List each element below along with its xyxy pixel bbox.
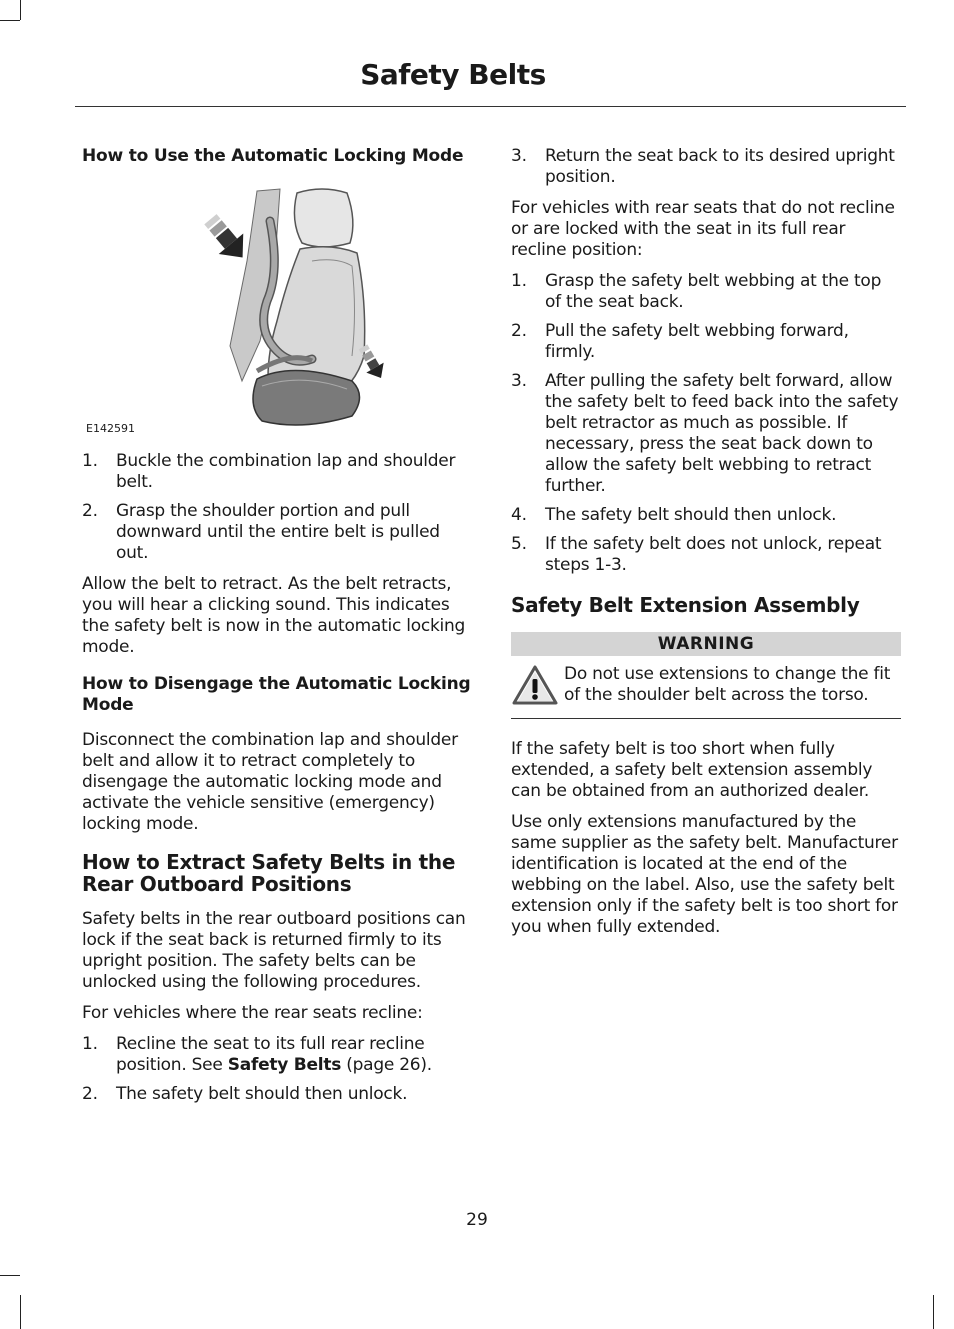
- heading-disengage: How to Disengage the Automatic Locking Mode: [82, 674, 471, 715]
- seat-belt-figure: [82, 181, 472, 441]
- heading-extract-rear: How to Extract Safety Belts in the Rear Outboard Positions: [82, 850, 456, 896]
- paragraph-extensions-only: Use only extensions manufactured by the same supplier as the safety belt. Manufacturer identification is located at the end of the webbing on the label. Also, use the safety belt extension only if the safety belt is too short for you when fully extended.: [511, 812, 898, 937]
- right-column: [511, 146, 901, 948]
- crop-mark: [0, 20, 20, 21]
- list-item: 1. Recline the seat to its full rear recline position. See Safety Belts (page 26).: [82, 1034, 432, 1075]
- left-column: [82, 146, 472, 1115]
- list-item: 4. The safety belt should then unlock.: [511, 505, 837, 525]
- paragraph-too-short: If the safety belt is too short when fully extended, a safety belt extension assembly can be obtained from an authorized dealer.: [511, 739, 873, 801]
- list-item: 1. Grasp the safety belt webbing at the top of the seat back.: [511, 271, 882, 312]
- seat-illustration: [162, 181, 392, 436]
- paragraph-rear-outboard: Safety belts in the rear outboard positions can lock if the seat back is returned firmly to its upright position. The safety belts can be unlocked using the following procedures.: [82, 909, 466, 992]
- steps-recline: [82, 1034, 472, 1105]
- list-item: 3. After pulling the safety belt forward, allow the safety belt to feed back into the safety belt retractor as much as possible. If necessary, press the seat back down to allow the safety belt webbing to retract further.: [511, 371, 899, 496]
- crop-mark: [20, 1295, 21, 1329]
- warning-triangle-icon: [511, 664, 564, 710]
- page-number: 29: [466, 1210, 488, 1230]
- heading-automatic-locking: How to Use the Automatic Locking Mode: [82, 146, 464, 166]
- crop-mark: [20, 0, 21, 20]
- heading-extension-assembly: Safety Belt Extension Assembly: [511, 593, 860, 617]
- paragraph-retract: Allow the belt to retract. As the belt retracts, you will hear a clicking sound. This indicates the safety belt is now in the automatic locking mode.: [82, 574, 466, 657]
- paragraph-disconnect: Disconnect the combination lap and shoulder belt and allow it to retract completely to disengage the automatic locking mode and activate the vehicle sensitive (emergency) locking mode.: [82, 730, 458, 834]
- list-item: 1. Buckle the combination lap and shoulder belt.: [82, 451, 456, 492]
- crop-mark: [933, 1295, 934, 1329]
- list-item: 2. Grasp the shoulder portion and pull downward until the entire belt is pulled out.: [82, 501, 440, 563]
- paragraph-recline: For vehicles where the rear seats recline:: [82, 1003, 423, 1023]
- warning-text: Do not use extensions to change the fit of the shoulder belt across the torso.: [564, 664, 891, 705]
- page-title: Safety Belts: [360, 58, 546, 91]
- title-divider: [75, 106, 906, 107]
- crop-mark: [0, 1275, 20, 1276]
- paragraph-no-recline: For vehicles with rear seats that do not recline or are locked with the seat in its full rear recline position:: [511, 198, 895, 260]
- cross-reference-link[interactable]: Safety Belts: [227, 1055, 342, 1075]
- warning-header: WARNING: [511, 632, 901, 656]
- steps-no-recline: [511, 271, 901, 576]
- list-item: 3. Return the seat back to its desired upright position.: [511, 146, 895, 187]
- figure-id: E142591: [86, 422, 135, 435]
- warning-box: [511, 664, 901, 719]
- steps-recline-continued: [511, 146, 901, 188]
- list-item: 5. If the safety belt does not unlock, repeat steps 1-3.: [511, 534, 882, 575]
- list-item: 2. Pull the safety belt webbing forward, firmly.: [511, 321, 849, 362]
- steps-automatic-locking: [82, 451, 472, 564]
- list-item: 2. The safety belt should then unlock.: [82, 1084, 408, 1104]
